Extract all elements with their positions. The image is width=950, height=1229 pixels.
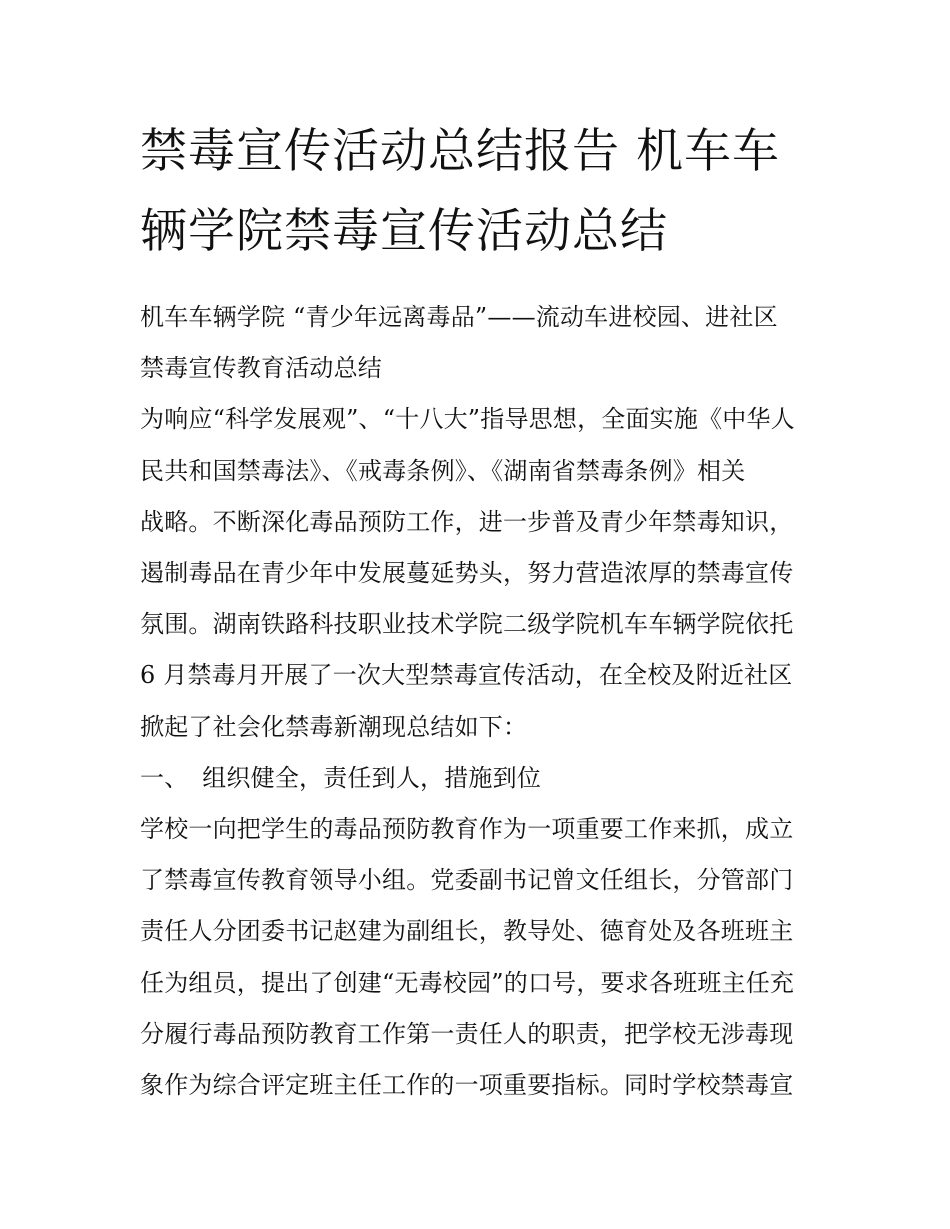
- paragraph-line: 遏制毒品在青少年中发展蔓延势头，努力营造浓厚的禁毒宣传: [140, 559, 794, 588]
- paragraph-line: 象作为综合评定班主任工作的一项重要指标。同时学校禁毒宣: [140, 1071, 794, 1100]
- title-line: 辆学院禁毒宣传活动总结: [140, 204, 668, 259]
- paragraph-line: 6 月禁毒月开展了一次大型禁毒宣传活动，在全校及附近社区: [140, 661, 793, 690]
- paragraph-line: 责任人分团委书记赵建为副组长，教导处、德育处及各班班主: [140, 917, 794, 946]
- paragraph-line: 任为组员，提出了创建“无毒校园”的口号，要求各班班主任充: [140, 968, 795, 997]
- paragraph-line: 分履行毒品预防教育工作第一责任人的职责，把学校无涉毒现: [140, 1019, 794, 1048]
- section-heading: 一、 组织健全，责任到人，措施到位: [140, 763, 542, 792]
- paragraph-line: 氛围。湖南铁路科技职业技术学院二级学院机车车辆学院依托: [140, 610, 794, 639]
- paragraph-line: 为响应“科学发展观”、“十八大”指导思想，全面实施《中华人: [140, 405, 795, 434]
- paragraph-line: 掀起了社会化禁毒新潮现总结如下：: [140, 712, 528, 741]
- paragraph-line: 了禁毒宣传教育领导小组。党委副书记曾文任组长，分管部门: [140, 866, 794, 895]
- document-page: [140, 112, 820, 1111]
- title-line: 禁毒宣传活动总结报告 机车车: [140, 124, 780, 179]
- subtitle-line: 禁毒宣传教育活动总结: [140, 354, 382, 383]
- paragraph-line: 民共和国禁毒法》、《戒毒条例》、《湖南省禁毒条例》相关: [140, 456, 746, 485]
- paragraph-line: 学校一向把学生的毒品预防教育作为一项重要工作来抓，成立: [140, 815, 794, 844]
- subtitle-line: 机车车辆学院 “青少年远离毒品”——流动车进校园、进社区: [140, 303, 778, 331]
- document-body: [140, 292, 820, 1111]
- paragraph-line: 战略。不断深化毒品预防工作，进一步普及青少年禁毒知识，: [140, 507, 794, 536]
- document-title: [140, 112, 820, 272]
